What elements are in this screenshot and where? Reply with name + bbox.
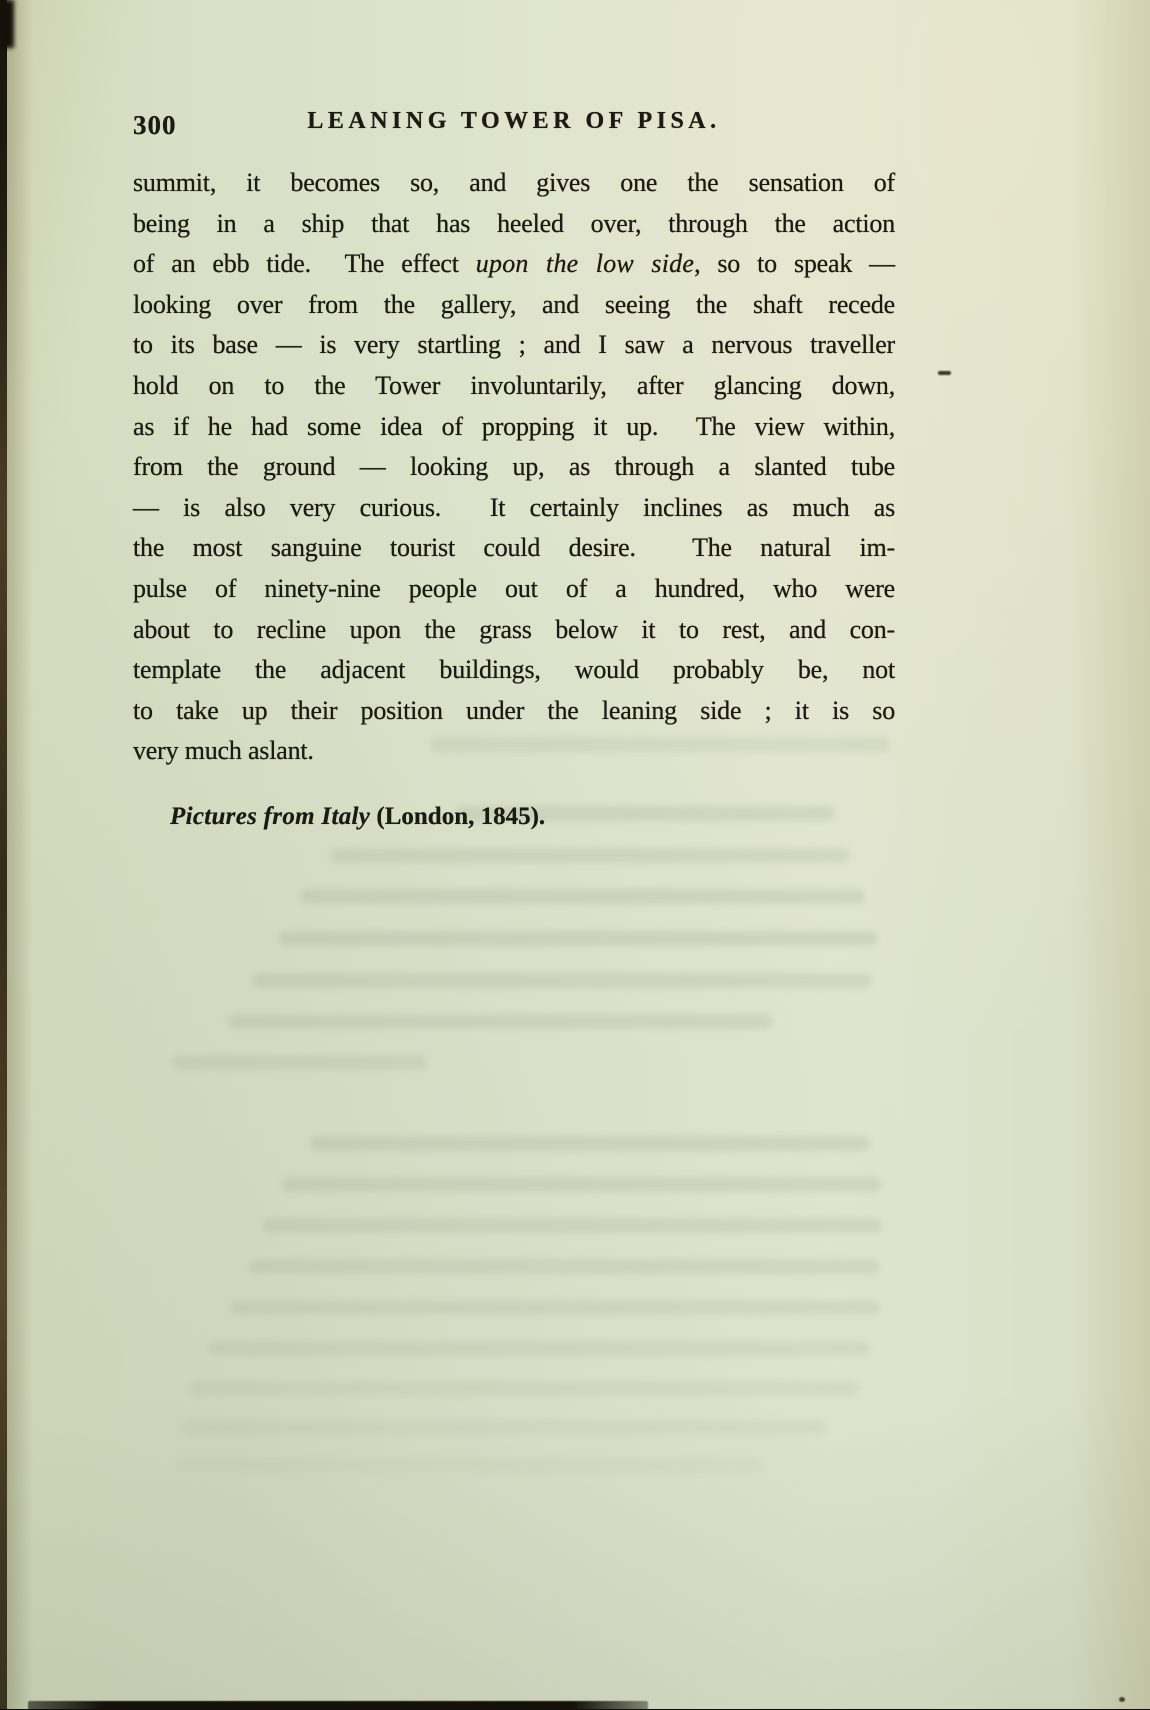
ink-speck [1119, 1697, 1125, 1702]
body-line: to take up their position under the leaning side ; it is so [133, 695, 895, 725]
masthead [133, 108, 895, 144]
ghost-text-line [278, 931, 878, 946]
body-line: about to recline upon the grass below it to rest, and con- [133, 614, 895, 644]
body-line: — is also very curious. It certainly inclines as much as [133, 492, 895, 522]
ghost-text-line [208, 1341, 870, 1356]
ghost-text-line [330, 848, 850, 863]
body-line: looking over from the gallery, and seeing the shaft recede [133, 289, 895, 319]
ghost-text-line [228, 1014, 773, 1029]
citation-publication-detail: (London, 1845). [370, 803, 546, 830]
running-header-title: LEANING TOWER OF PISA. [307, 108, 721, 134]
body-line-segment: of an ebb tide. The effect [133, 249, 476, 279]
ghost-text-line [188, 1381, 860, 1396]
body-line: from the ground — looking up, as through a slanted tube [133, 452, 895, 482]
body-line: being in a ship that has heeled over, through the action [133, 208, 895, 238]
body-line-italic-segment: upon the low side [475, 249, 695, 279]
ink-speck [938, 371, 951, 375]
ghost-text-line [262, 1218, 882, 1233]
ghost-text-line [248, 1259, 880, 1274]
corner-scan-mark [0, 0, 14, 48]
ghost-text-line [175, 1458, 765, 1473]
ghost-text-line [282, 1177, 882, 1192]
body-line-segment: , so to speak — [694, 249, 895, 279]
ghost-text-line [172, 1055, 427, 1070]
page-bottom-shade [0, 1389, 1150, 1709]
body-line: the most sanguine tourist could desire. The natural im- [133, 533, 895, 563]
body-paragraph [133, 163, 895, 772]
body-line: to its base — is very startling ; and I saw a nervous traveller [133, 330, 895, 360]
ghost-text-line [230, 1300, 880, 1315]
body-line: as if he had some idea of propping it up. The view within, [133, 411, 895, 441]
body-line [133, 244, 895, 285]
ghost-text-line [310, 1136, 870, 1151]
body-line: summit, it becomes so, and gives one the sensation of [133, 168, 895, 197]
ghost-text-line [300, 889, 865, 904]
body-line: very much aslant. [133, 736, 314, 766]
body-line: template the adjacent buildings, would probably be, not [133, 655, 895, 685]
ghost-text-line [180, 1420, 828, 1435]
citation-work-title: Pictures from Italy [170, 803, 371, 830]
body-line: hold on to the Tower involuntarily, after glancing down, [133, 370, 895, 400]
source-citation [170, 800, 545, 834]
ghost-text-line [252, 973, 872, 988]
body-line: pulse of ninety-nine people out of a hundred, who were [133, 573, 895, 603]
page-number: 300 [133, 110, 177, 140]
